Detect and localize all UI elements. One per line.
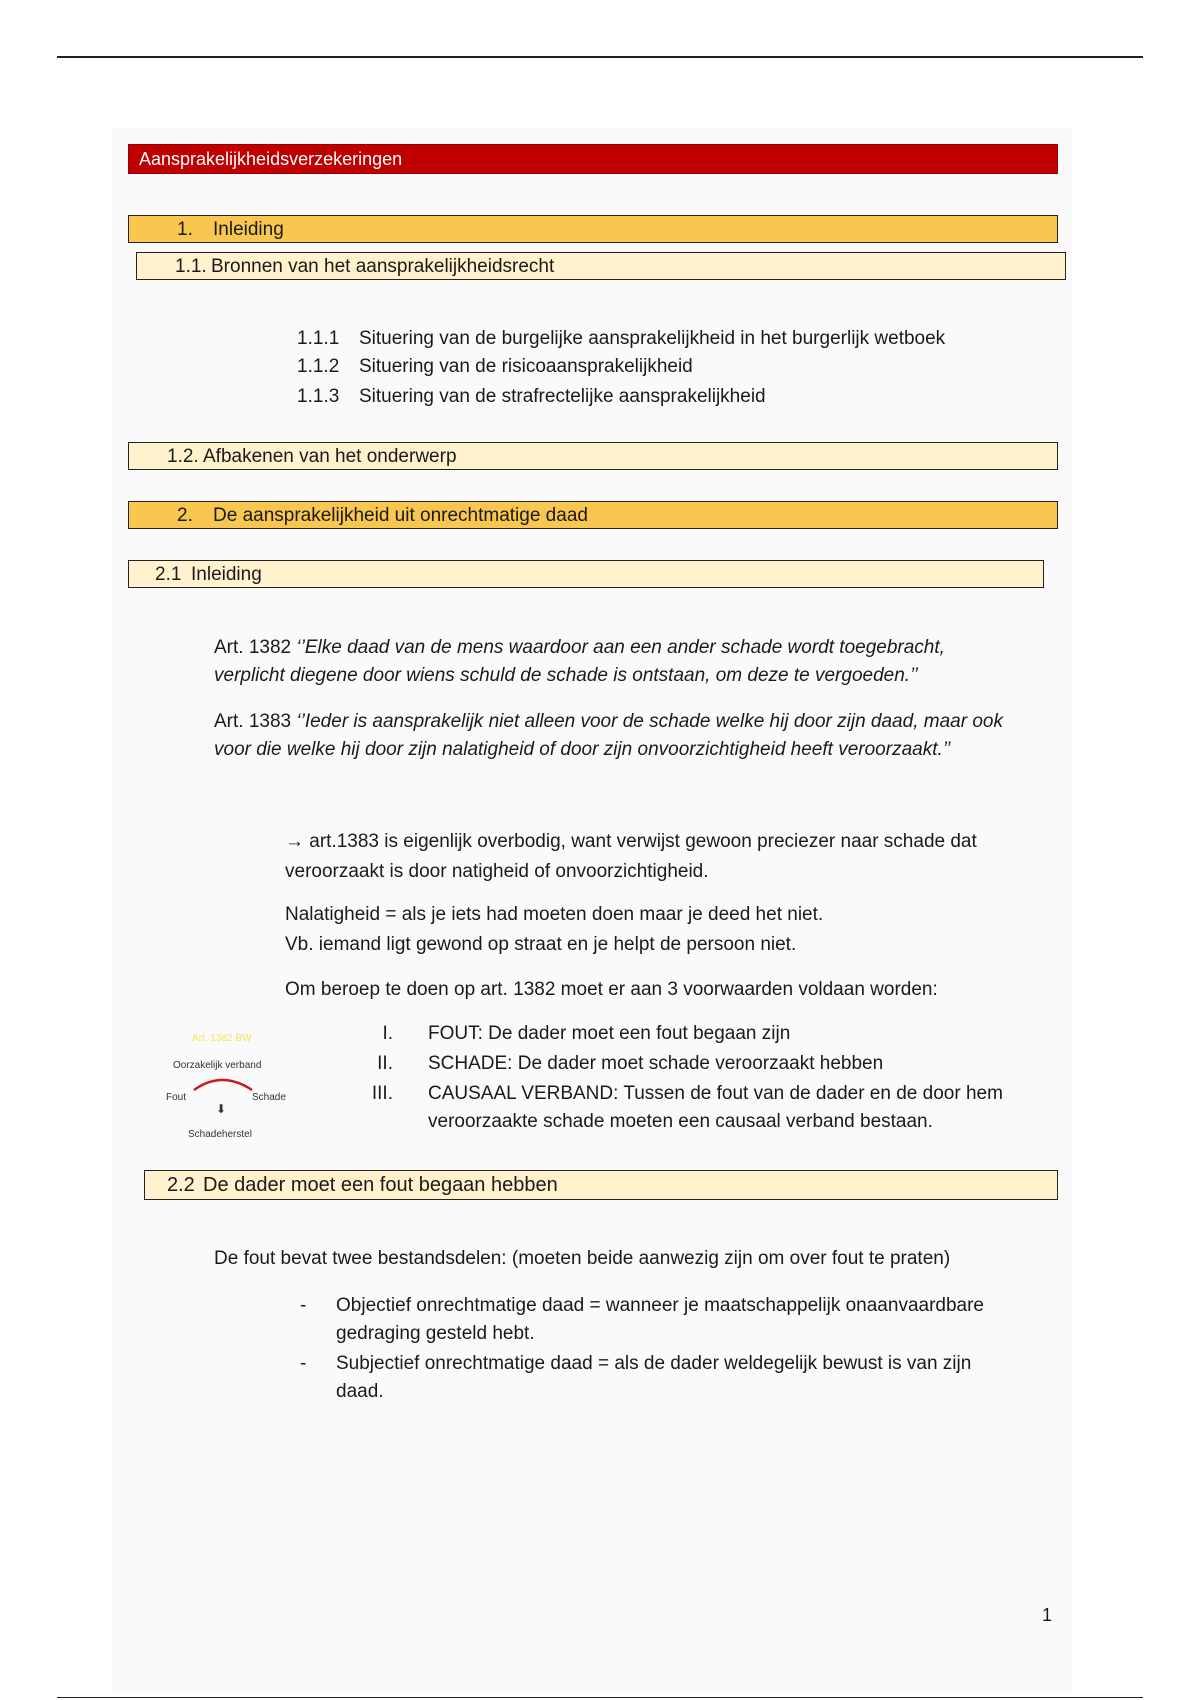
- voorwaarden-intro: Om beroep te doen op art. 1382 moet er aan 3 voorwaarden voldaan worden:: [285, 979, 938, 1000]
- art-1383-line-1: ‘’Ieder is aansprakelijk niet alleen voor de schade welke hij door zijn daad, maar ook: [296, 711, 1003, 732]
- note-paragraph: [285, 827, 977, 887]
- nalatigheid-paragraph: [285, 900, 823, 960]
- heading-1-2: [128, 442, 1058, 470]
- diagram-left-label: Fout: [166, 1092, 187, 1103]
- heading-2-number: 2.: [177, 504, 193, 526]
- heading-2-1-label: Inleiding: [191, 563, 262, 585]
- arrow-down-icon: ⬇: [216, 1102, 227, 1116]
- voorwaarde-2-number: II.: [377, 1053, 393, 1074]
- bestanddeel-1-line-1: Objectief onrechtmatige daad = wanneer je maatschappelijk onaanvaardbare: [336, 1295, 984, 1316]
- bullet-dash-2: -: [300, 1353, 307, 1374]
- heading-2-1-number: 2.1: [155, 563, 182, 585]
- art-1382-prefix: Art. 1382: [214, 637, 297, 658]
- heading-1-number: 1.: [177, 218, 193, 240]
- note-line-2: veroorzaakt is door natigheid of onvoorzichtigheid.: [285, 861, 709, 882]
- voorwaarde-3-text: [428, 1080, 1003, 1136]
- toc-item-3-number: 1.1.3: [297, 386, 340, 407]
- heading-1-1: [136, 252, 1066, 280]
- heading-1-1-number: 1.1.: [175, 255, 207, 277]
- diagram-top-label: Oorzakelijk verband: [173, 1060, 262, 1071]
- diagram-bottom-label: Schadeherstel: [188, 1129, 252, 1140]
- art-1383-line-2: voor die welke hij door zijn nalatigheid of door zijn onvoorzichtigheid heeft veroorzaakt.’’: [214, 739, 951, 760]
- header-rule: [57, 56, 1143, 58]
- heading-2-2-label: De dader moet een fout begaan hebben: [203, 1174, 558, 1196]
- heading-1-2-label: Afbakenen van het onderwerp: [203, 445, 457, 467]
- toc-item-2-number: 1.1.2: [297, 356, 340, 377]
- bestanddeel-2-line-1: Subjectief onrechtmatige daad = als de dader weldegelijk bewust is van zijn: [336, 1353, 972, 1374]
- document-title: Aansprakelijkheidsverzekeringen: [139, 149, 403, 169]
- toc-item-3: [297, 383, 766, 411]
- heading-1: [128, 215, 1058, 243]
- diagram-title: Art. 1382 BW: [192, 1033, 252, 1044]
- page-number: 1: [1042, 1605, 1053, 1625]
- heading-1-label: Inleiding: [213, 218, 284, 240]
- voorwaarde-2-text: SCHADE: De dader moet schade veroorzaakt hebben: [428, 1053, 884, 1074]
- art-1382-quote: [214, 634, 945, 690]
- art-1383-prefix: Art. 1383: [214, 711, 297, 732]
- heading-1-2-number: 1.2.: [167, 445, 199, 467]
- causal-diagram: [160, 1028, 300, 1148]
- footer-rule: [57, 1697, 1143, 1698]
- voorwaarde-1-number: I.: [382, 1023, 393, 1044]
- art-1383-quote: [214, 708, 1003, 764]
- toc-item-1-number: 1.1.1: [297, 328, 340, 349]
- toc-item-2: [297, 353, 693, 381]
- voorwaarde-3-line-1: CAUSAAL VERBAND: Tussen de fout van de dader en de door hem: [428, 1083, 1003, 1104]
- heading-2-label: De aansprakelijkheid uit onrechtmatige daad: [213, 504, 588, 526]
- toc-item-1-label: Situering van de burgelijke aansprakelijkheid in het burgerlijk wetboek: [359, 328, 946, 349]
- heading-2-2-number: 2.2: [167, 1174, 195, 1196]
- heading-2-1: [128, 560, 1044, 588]
- bullet-dash-1: -: [300, 1295, 307, 1316]
- note-line-1: → art.1383 is eigenlijk overbodig, want verwijst gewoon preciezer naar schade dat: [285, 831, 977, 852]
- voorwaarde-3-line-2: veroorzaakte schade moeten een causaal verband bestaan.: [428, 1111, 933, 1132]
- heading-2: [128, 501, 1058, 529]
- diagram-right-label: Schade: [252, 1092, 286, 1103]
- heading-2-2: [144, 1170, 1058, 1200]
- voorwaarde-3-number: III.: [371, 1083, 393, 1104]
- art-1382-line-1: ‘’Elke daad van de mens waardoor aan een ander schade wordt toegebracht,: [296, 637, 945, 658]
- nalatigheid-line-1: Nalatigheid = als je iets had moeten doen maar je deed het niet.: [285, 904, 824, 925]
- bestanddeel-2-line-2: daad.: [336, 1381, 384, 1402]
- toc-item-3-label: Situering van de strafrectelijke aansprakelijkheid: [359, 386, 766, 407]
- bestanddeel-2: [336, 1350, 971, 1406]
- art-1382-line-2: verplicht diegene door wiens schuld de schade is ontstaan, om deze te vergoeden.’’: [214, 665, 918, 686]
- voorwaarde-1-text: FOUT: De dader moet een fout begaan zijn: [428, 1023, 791, 1044]
- bestanddeel-1: [336, 1292, 984, 1348]
- diagram-arc-path: [194, 1080, 252, 1090]
- nalatigheid-line-2: Vb. iemand ligt gewond op straat en je helpt de persoon niet.: [285, 934, 797, 955]
- document-title-bar: [128, 144, 1058, 174]
- fout-intro: De fout bevat twee bestandsdelen: (moeten beide aanwezig zijn om over fout te praten): [214, 1248, 951, 1269]
- bestanddeel-1-line-2: gedraging gesteld hebt.: [336, 1323, 535, 1344]
- toc-item-1: [297, 325, 945, 353]
- toc-item-2-label: Situering van de risicoaansprakelijkheid: [359, 356, 693, 377]
- heading-1-1-label: Bronnen van het aansprakelijkheidsrecht: [211, 255, 555, 277]
